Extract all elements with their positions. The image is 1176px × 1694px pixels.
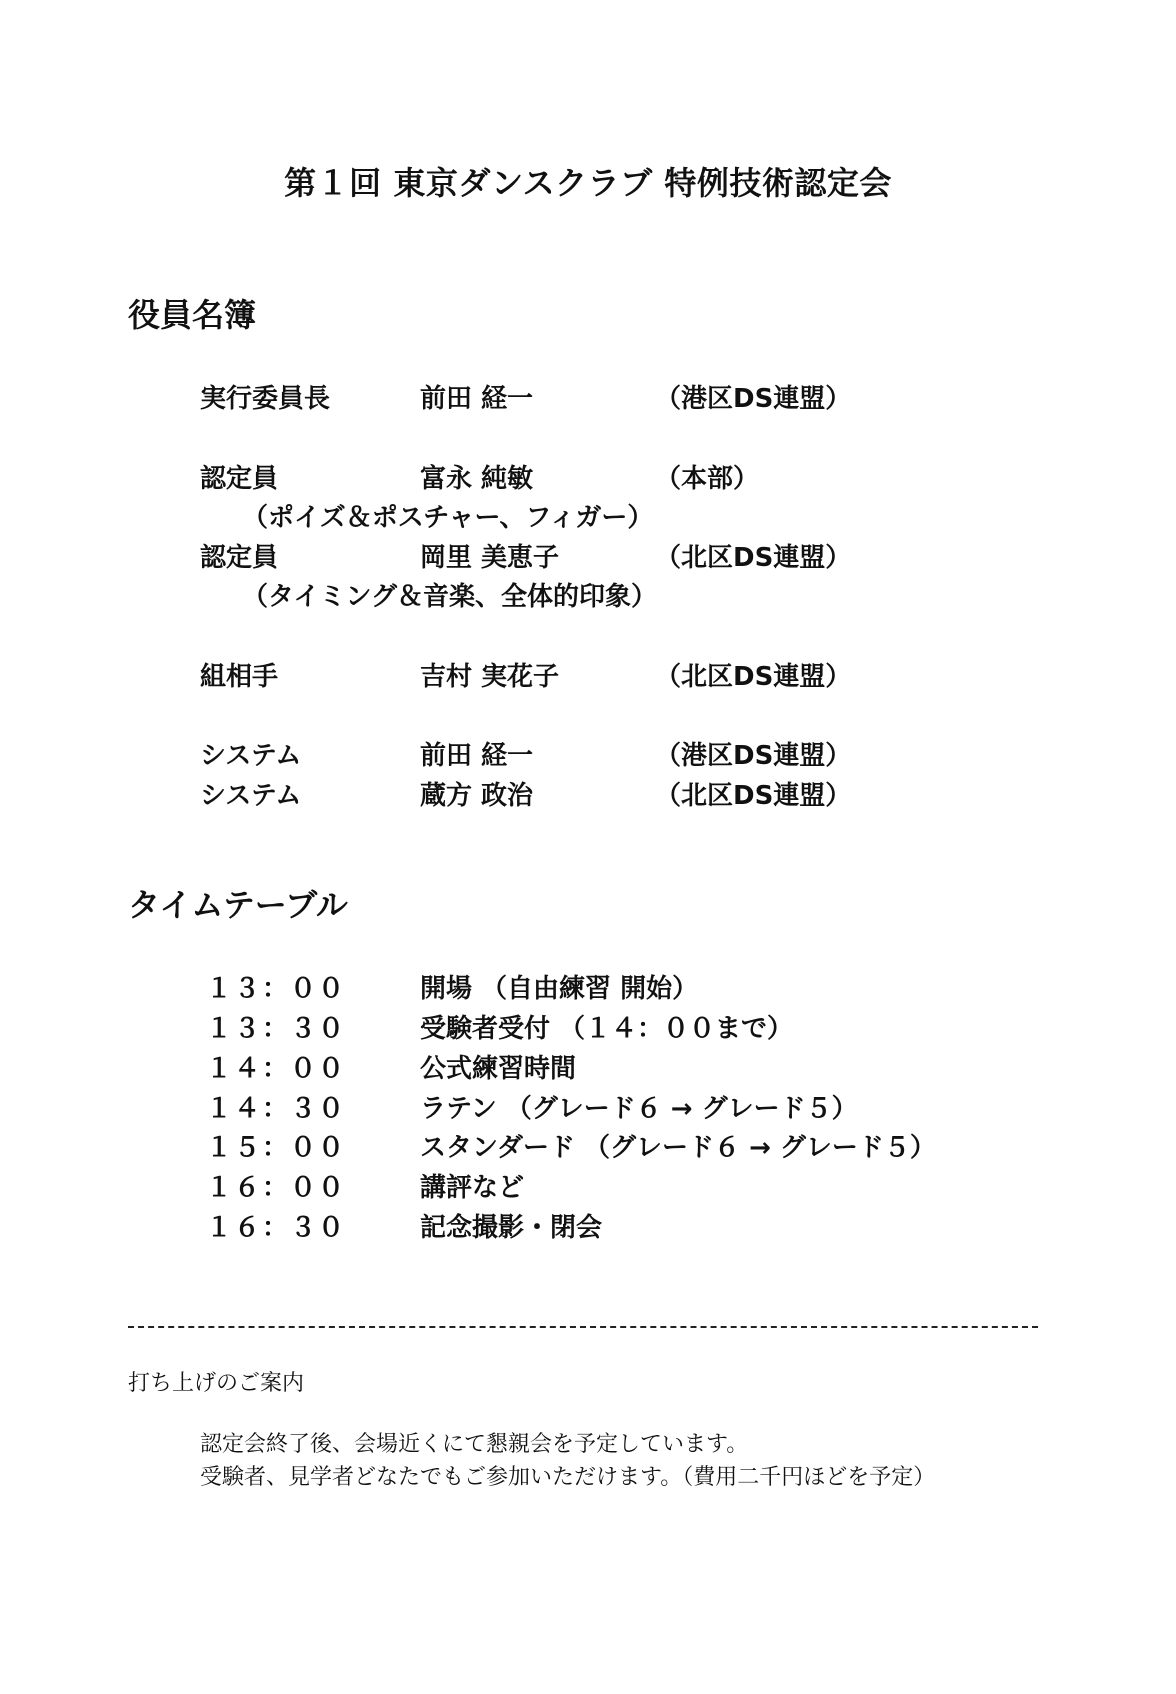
timetable-event: 講評など — [420, 1173, 525, 1203]
timetable-event: スタンダード （グレード６ → グレード５） — [420, 1133, 936, 1163]
timetable-event: ラテン （グレード６ → グレード５） — [420, 1094, 858, 1124]
timetable-heading: タイムテーブル — [128, 886, 348, 924]
officer-note: （ポイズ＆ポスチャー、フィガー） — [242, 503, 654, 533]
officer-role: システム — [200, 781, 302, 811]
officer-role: 実行委員長 — [200, 384, 331, 414]
officer-role: 認定員 — [200, 464, 279, 494]
timetable-time: １３：００ — [206, 974, 347, 1004]
section-divider — [128, 1326, 1038, 1328]
officer-org: （北区DS連盟） — [655, 781, 852, 811]
officer-name: 岡里 美恵子 — [420, 543, 560, 573]
officer-name: 吉村 実花子 — [420, 662, 560, 692]
document-title: 第１回 東京ダンスクラブ 特例技術認定会 — [284, 164, 892, 202]
timetable-time: １６：３０ — [206, 1213, 347, 1243]
officers-heading: 役員名簿 — [128, 296, 257, 334]
officer-org: （港区DS連盟） — [655, 741, 852, 771]
timetable-time: １６：００ — [206, 1173, 347, 1203]
officer-role: 認定員 — [200, 543, 279, 573]
timetable-time: １５：００ — [206, 1133, 347, 1163]
timetable-time: １４：００ — [206, 1054, 347, 1084]
timetable-time: １４：３０ — [206, 1094, 347, 1124]
afterparty-heading: 打ち上げのご案内 — [128, 1371, 305, 1396]
timetable-event: 記念撮影・閉会 — [420, 1213, 603, 1243]
officer-name: 蔵方 政治 — [420, 781, 534, 811]
officer-org: （港区DS連盟） — [655, 384, 852, 414]
timetable-event: 公式練習時間 — [420, 1054, 577, 1084]
officer-org: （北区DS連盟） — [655, 662, 852, 692]
timetable-event: 受験者受付 （１４：００まで） — [420, 1014, 794, 1044]
officer-role: 組相手 — [200, 662, 279, 692]
officer-name: 前田 経一 — [420, 384, 534, 414]
officer-org: （本部） — [655, 464, 760, 494]
afterparty-line: 認定会終了後、会場近くにて懇親会を予定しています。 — [200, 1432, 749, 1457]
timetable-event: 開場 （自由練習 開始） — [420, 974, 699, 1004]
officer-role: システム — [200, 741, 302, 771]
officer-name: 前田 経一 — [420, 741, 534, 771]
timetable-time: １３：３０ — [206, 1014, 347, 1044]
officer-org: （北区DS連盟） — [655, 543, 852, 573]
officer-note: （タイミング＆音楽、全体的印象） — [242, 582, 657, 612]
officer-name: 富永 純敏 — [420, 464, 534, 494]
afterparty-line: 受験者、見学者どなたでもご参加いただけます。（費用二千円ほどを予定） — [200, 1465, 936, 1490]
